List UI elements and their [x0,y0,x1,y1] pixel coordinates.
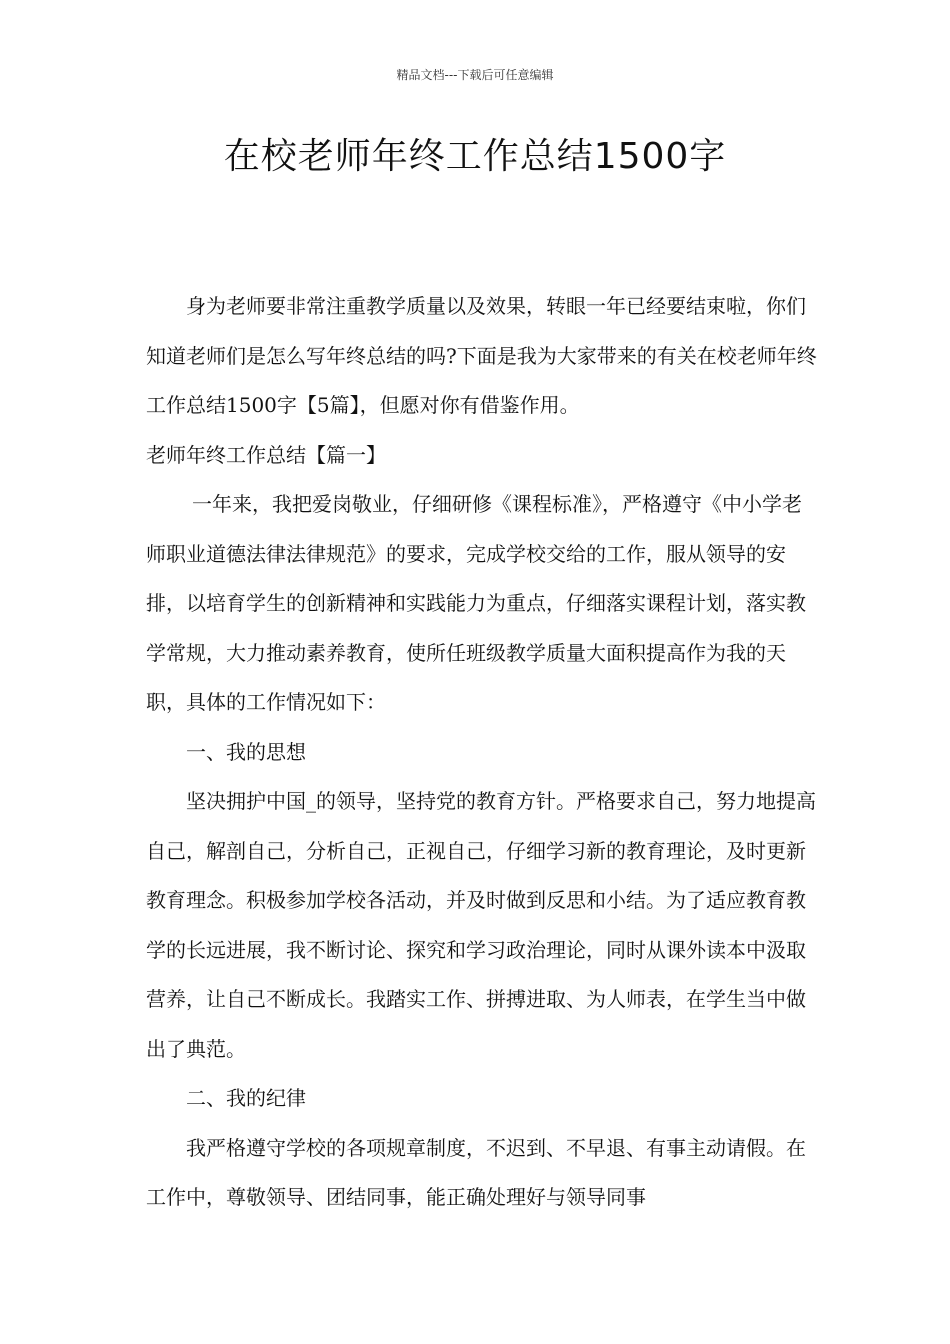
paragraph-2: 坚决拥护中国_的领导，坚持党的教育方针。严格要求自己，努力地提高自己，解剖自己，分析自己，正视自己，仔细学习新的教育理论，及时更新教育理念。积极参加学校各活动，并及时做到反思和小结。为了适应教育教学的长远进展，我不断讨论、探究和学习政治理论，同时从课外读本中汲取营养，让自己不断成长。我踏实工作、拼搏进取、为人师表，在学生当中做出了典范。 [146,789,816,1061]
heading-thoughts: 一、我的思想 [186,739,306,764]
document-body [146,282,818,1223]
heading-discipline: 二、我的纪律 [186,1086,306,1110]
page-title: 在校老师年终工作总结1500字 [223,136,727,177]
paragraph-1: 一年来，我把爱岗敬业，仔细研修《课程标准》，严格遵守《中小学老师职业道德法律法律规范》的要求，完成学校交给的工作，服从领导的安排，以培育学生的创新精神和实践能力为重点，仔细落实课程计划，落实教学常规，大力推动素养教育，使所任班级教学质量大面积提高作为我的天职，具体的工作情况如下： [146,492,806,714]
paragraph-3: 我严格遵守学校的各项规章制度，不迟到、不早退、有事主动请假。在工作中，尊敬领导、团结同事，能正确处理好与领导同事 [146,1135,806,1209]
header-note: 精品文档---下载后可任意编辑 [396,68,554,82]
intro-paragraph: 身为老师要非常注重教学质量以及效果，转眼一年已经要结束啦，你们知道老师们是怎么写年终总结的吗?下面是我为大家带来的有关在校老师年终工作总结1500字【5篇】，但愿对你有借鉴作用。 [146,294,817,417]
section-title: 老师年终工作总结【篇一】 [146,442,386,467]
